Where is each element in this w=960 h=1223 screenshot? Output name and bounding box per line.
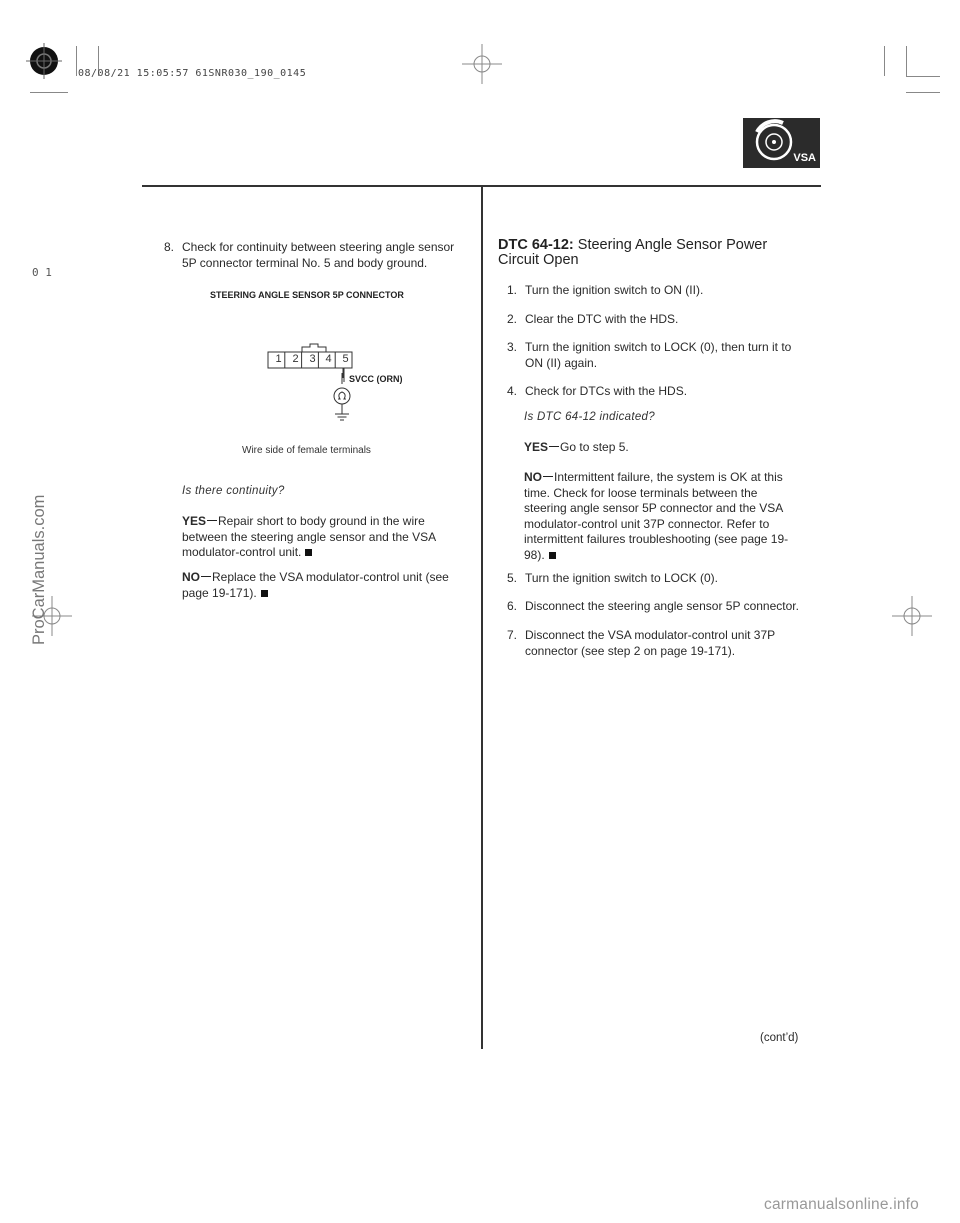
step-text: Check for DTCs with the HDS. — [525, 384, 688, 398]
dtc-title-1: Steering Angle Sensor Power — [577, 237, 768, 253]
right-step-4 — [507, 384, 807, 400]
crosshair-icon — [892, 596, 932, 636]
step-text: Turn the ignition switch to LOCK (0). — [525, 571, 718, 585]
yes-text: Go to step 5. — [560, 440, 629, 454]
registration-target-icon — [26, 43, 62, 79]
yes-label: YES — [182, 514, 207, 528]
no-text: Intermittent failure, the system is OK at this time. Check for loose terminals between the steering angle sensor 5P connector and the VSA modulator-control unit 37P connector. Refer to intermittent failures troubleshooting (see page 19-98). — [524, 470, 789, 562]
terminal-numbers — [268, 352, 352, 368]
step-text: Disconnect the VSA modulator-control unit 37P connector (see step 2 on page 19-171). — [525, 628, 775, 658]
no-text: Replace the VSA modulator-control unit (see page 19-171). — [182, 570, 449, 600]
terminal-5: 5 — [342, 353, 349, 365]
dash — [543, 476, 553, 477]
end-square-icon — [549, 552, 556, 559]
end-square-icon — [261, 590, 268, 597]
step-number: 7. — [507, 628, 518, 642]
step-text: Check for continuity between steering angle sensor 5P connector terminal No. 5 and body ground. — [182, 240, 455, 270]
dtc-heading — [498, 238, 818, 268]
right-step-3 — [507, 340, 807, 371]
step-text: Turn the ignition switch to ON (II). — [525, 283, 704, 297]
yes-text: Repair short to body ground in the wire between the steering angle sensor and the VSA modulator-control unit. — [182, 514, 436, 559]
step-text: Turn the ignition switch to LOCK (0), then turn it to ON (II) again. — [525, 340, 792, 370]
step-number: 2. — [507, 312, 518, 326]
step-number: 4. — [507, 384, 518, 398]
yes-label: YES — [524, 440, 549, 454]
step-number: 3. — [507, 340, 518, 354]
right-yes-block — [524, 440, 804, 456]
dash — [201, 576, 211, 577]
terminal-1: 1 — [275, 353, 282, 365]
step-text: Disconnect the steering angle sensor 5P connector. — [525, 599, 799, 613]
wire-label: SVCC (ORN) — [349, 374, 403, 384]
print-stamp: 08/08/21 15:05:57 61SNR030_190_0145 — [78, 68, 307, 79]
continued-label: (cont’d) — [760, 1032, 799, 1044]
left-step-8 — [164, 240, 464, 271]
no-label: NO — [524, 470, 542, 484]
end-square-icon — [305, 549, 312, 556]
right-no-block — [524, 470, 794, 563]
watermark-footer: carmanualsonline.info — [764, 1196, 919, 1213]
step-number: 6. — [507, 599, 518, 613]
left-yes-block — [182, 514, 462, 561]
right-step-6 — [507, 599, 817, 615]
column-divider — [481, 187, 483, 1049]
left-question: Is there continuity? — [182, 485, 285, 497]
dtc-title-2: Circuit Open — [498, 252, 579, 268]
step-number: 1. — [507, 283, 518, 297]
step-number: 5. — [507, 571, 518, 585]
crosshair-icon — [462, 44, 502, 84]
diagram-caption: Wire side of female terminals — [242, 445, 371, 456]
watermark-left: ProCarManuals.com — [30, 494, 48, 645]
right-step-5 — [507, 571, 807, 587]
dash — [207, 520, 217, 521]
diagram-title: STEERING ANGLE SENSOR 5P CONNECTOR — [210, 290, 404, 300]
terminal-4: 4 — [325, 353, 332, 365]
terminal-3: 3 — [309, 353, 316, 365]
terminal-2: 2 — [292, 353, 299, 365]
dash — [549, 446, 559, 447]
right-step-7 — [507, 628, 807, 659]
page-marker: 0 1 — [32, 266, 52, 279]
right-question: Is DTC 64-12 indicated? — [524, 411, 655, 423]
vsa-logo — [743, 118, 820, 168]
no-label: NO — [182, 570, 200, 584]
right-step-2 — [507, 312, 807, 328]
right-step-1 — [507, 283, 807, 299]
dtc-code: DTC 64-12: — [498, 237, 574, 253]
logo-text: VSA — [793, 152, 816, 164]
left-no-block — [182, 570, 452, 601]
step-number: 8. — [164, 240, 175, 254]
step-text: Clear the DTC with the HDS. — [525, 312, 679, 326]
